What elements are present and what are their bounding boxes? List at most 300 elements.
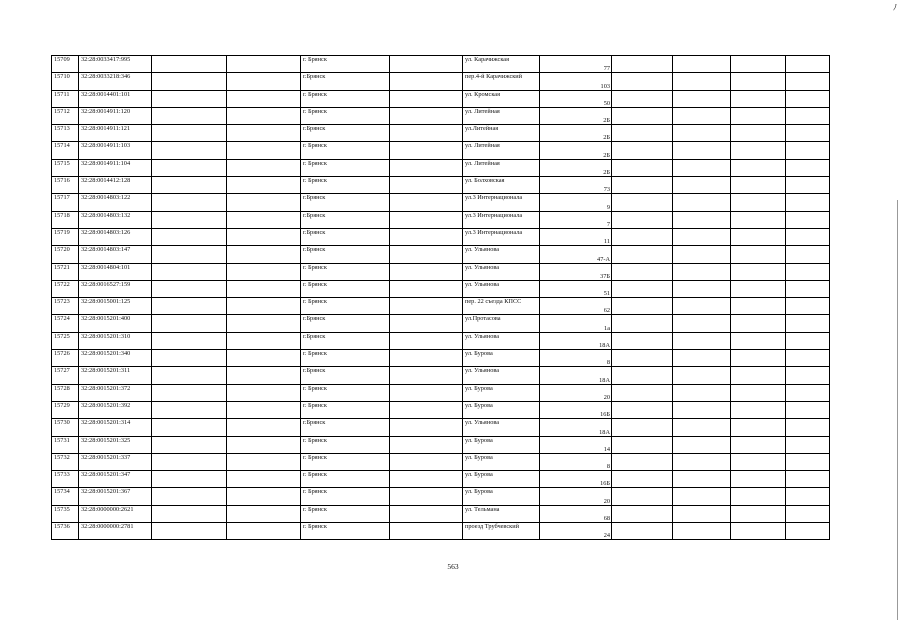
empty-cell [786, 125, 830, 142]
table-row [52, 142, 830, 159]
city-cell: г. Брянск [301, 107, 390, 124]
empty-cell [390, 315, 463, 332]
empty-cell [227, 177, 301, 194]
house-number: 18А [540, 332, 612, 349]
table-row [52, 90, 830, 107]
row-number: 15724 [52, 315, 79, 332]
street-cell: ул.Протасова [463, 315, 540, 332]
empty-cell [673, 246, 731, 263]
city-cell: г.Брянск [301, 125, 390, 142]
empty-cell [152, 488, 227, 505]
empty-cell [152, 505, 227, 522]
row-number: 15728 [52, 384, 79, 401]
row-number: 15713 [52, 125, 79, 142]
empty-cell [786, 73, 830, 90]
table-row [52, 298, 830, 315]
empty-cell [152, 298, 227, 315]
empty-cell [227, 246, 301, 263]
house-number: 103 [540, 73, 612, 90]
empty-cell [731, 107, 786, 124]
empty-cell [731, 436, 786, 453]
empty-cell [390, 453, 463, 470]
cadastral-number: 32:28:0015201:337 [79, 453, 152, 470]
empty-cell [731, 125, 786, 142]
empty-cell [152, 263, 227, 280]
empty-cell [673, 419, 731, 436]
empty-cell [390, 350, 463, 367]
cadastral-number: 32:28:0014401:101 [79, 90, 152, 107]
house-number: 18А [540, 367, 612, 384]
empty-cell [786, 384, 830, 401]
street-cell: ул. Бурова [463, 350, 540, 367]
registry-rows [52, 56, 830, 540]
empty-cell [673, 315, 731, 332]
empty-cell [731, 263, 786, 280]
registry-table [51, 55, 830, 540]
house-number: 68 [540, 505, 612, 522]
empty-cell [152, 56, 227, 73]
empty-cell [786, 177, 830, 194]
empty-cell [390, 488, 463, 505]
empty-cell [227, 280, 301, 297]
row-number: 15735 [52, 505, 79, 522]
cadastral-number: 32:28:0014803:126 [79, 228, 152, 245]
empty-cell [612, 298, 673, 315]
empty-cell [227, 488, 301, 505]
street-cell: ул. Бурова [463, 453, 540, 470]
street-cell: ул.3 Интернационала [463, 194, 540, 211]
city-cell: г. Брянск [301, 401, 390, 418]
empty-cell [673, 177, 731, 194]
empty-cell [786, 436, 830, 453]
empty-cell [152, 194, 227, 211]
empty-cell [786, 107, 830, 124]
row-number: 15709 [52, 56, 79, 73]
empty-cell [612, 419, 673, 436]
empty-cell [786, 56, 830, 73]
empty-cell [731, 488, 786, 505]
row-number: 15727 [52, 367, 79, 384]
empty-cell [152, 211, 227, 228]
empty-cell [731, 401, 786, 418]
corner-mark: ﾉ [893, 3, 897, 12]
empty-cell [152, 419, 227, 436]
city-cell: г.Брянск [301, 194, 390, 211]
empty-cell [673, 332, 731, 349]
house-number: 77 [540, 56, 612, 73]
empty-cell [731, 211, 786, 228]
empty-cell [227, 367, 301, 384]
empty-cell [731, 367, 786, 384]
city-cell: г. Брянск [301, 350, 390, 367]
table-row [52, 523, 830, 540]
empty-cell [673, 142, 731, 159]
street-cell: ул. Кромская [463, 90, 540, 107]
cadastral-number: 32:28:0015201:392 [79, 401, 152, 418]
house-number: 16Б [540, 471, 612, 488]
city-cell: г.Брянск [301, 73, 390, 90]
city-cell: г. Брянск [301, 505, 390, 522]
empty-cell [612, 228, 673, 245]
row-number: 15716 [52, 177, 79, 194]
empty-cell [612, 367, 673, 384]
empty-cell [731, 142, 786, 159]
empty-cell [786, 419, 830, 436]
empty-cell [152, 73, 227, 90]
house-number: 51 [540, 280, 612, 297]
street-cell: ул. Литейная [463, 159, 540, 176]
cadastral-number: 32:28:0015201:347 [79, 471, 152, 488]
empty-cell [673, 107, 731, 124]
empty-cell [227, 419, 301, 436]
street-cell: ул. Литейная [463, 107, 540, 124]
house-number: 62 [540, 298, 612, 315]
cadastral-number: 32:28:0014804:101 [79, 263, 152, 280]
city-cell: г. Брянск [301, 471, 390, 488]
empty-cell [390, 125, 463, 142]
empty-cell [152, 315, 227, 332]
city-cell: г.Брянск [301, 315, 390, 332]
house-number: 2Б [540, 107, 612, 124]
empty-cell [673, 159, 731, 176]
cadastral-number: 32:28:0015201:311 [79, 367, 152, 384]
empty-cell [612, 263, 673, 280]
empty-cell [390, 401, 463, 418]
row-number: 15732 [52, 453, 79, 470]
cadastral-number: 32:28:0015201:340 [79, 350, 152, 367]
empty-cell [390, 159, 463, 176]
street-cell: ул. Болховская [463, 177, 540, 194]
empty-cell [390, 228, 463, 245]
city-cell: г. Брянск [301, 298, 390, 315]
empty-cell [390, 436, 463, 453]
street-cell: ул. Бурова [463, 471, 540, 488]
row-number: 15734 [52, 488, 79, 505]
empty-cell [390, 523, 463, 540]
empty-cell [731, 159, 786, 176]
empty-cell [731, 384, 786, 401]
empty-cell [731, 228, 786, 245]
row-number: 15711 [52, 90, 79, 107]
empty-cell [786, 471, 830, 488]
empty-cell [152, 471, 227, 488]
empty-cell [673, 505, 731, 522]
row-number: 15730 [52, 419, 79, 436]
empty-cell [673, 453, 731, 470]
empty-cell [673, 194, 731, 211]
empty-cell [227, 125, 301, 142]
empty-cell [152, 453, 227, 470]
empty-cell [786, 332, 830, 349]
empty-cell [731, 505, 786, 522]
empty-cell [390, 280, 463, 297]
city-cell: г. Брянск [301, 263, 390, 280]
empty-cell [152, 107, 227, 124]
table-row [52, 332, 830, 349]
empty-cell [673, 211, 731, 228]
empty-cell [152, 350, 227, 367]
row-number: 15714 [52, 142, 79, 159]
empty-cell [786, 315, 830, 332]
cadastral-number: 32:28:0033417:995 [79, 56, 152, 73]
empty-cell [786, 505, 830, 522]
empty-cell [612, 471, 673, 488]
empty-cell [227, 332, 301, 349]
empty-cell [152, 90, 227, 107]
street-cell: ул. Бурова [463, 384, 540, 401]
empty-cell [612, 384, 673, 401]
empty-cell [786, 523, 830, 540]
row-number: 15715 [52, 159, 79, 176]
row-number: 15710 [52, 73, 79, 90]
table-row [52, 280, 830, 297]
empty-cell [731, 523, 786, 540]
empty-cell [390, 73, 463, 90]
street-cell: ул. Ульянова [463, 419, 540, 436]
empty-cell [731, 246, 786, 263]
house-number: 20 [540, 488, 612, 505]
cadastral-number: 32:28:0015201:372 [79, 384, 152, 401]
empty-cell [227, 90, 301, 107]
city-cell: г. Брянск [301, 159, 390, 176]
empty-cell [227, 107, 301, 124]
cadastral-number: 32:28:0014803:147 [79, 246, 152, 263]
table-row [52, 419, 830, 436]
empty-cell [673, 488, 731, 505]
empty-cell [673, 367, 731, 384]
empty-cell [390, 332, 463, 349]
house-number: 2Б [540, 159, 612, 176]
empty-cell [612, 142, 673, 159]
house-number: 20 [540, 384, 612, 401]
house-number: 2Б [540, 142, 612, 159]
table-row [52, 263, 830, 280]
empty-cell [612, 505, 673, 522]
empty-cell [227, 73, 301, 90]
cadastral-number: 32:28:0014412:128 [79, 177, 152, 194]
city-cell: г. Брянск [301, 177, 390, 194]
empty-cell [227, 401, 301, 418]
empty-cell [612, 488, 673, 505]
street-cell: ул.3 Интернационала [463, 211, 540, 228]
page-number: 563 [447, 562, 459, 571]
empty-cell [612, 315, 673, 332]
city-cell: г. Брянск [301, 384, 390, 401]
cadastral-number: 32:28:0016527:159 [79, 280, 152, 297]
empty-cell [786, 263, 830, 280]
table-row [52, 56, 830, 73]
empty-cell [673, 56, 731, 73]
empty-cell [731, 332, 786, 349]
city-cell: г.Брянск [301, 367, 390, 384]
street-cell: ул.3 Интернационала [463, 228, 540, 245]
table-row [52, 159, 830, 176]
empty-cell [612, 436, 673, 453]
row-number: 15712 [52, 107, 79, 124]
street-cell: пер.4-й Карачижский [463, 73, 540, 90]
cadastral-number: 32:28:0014803:122 [79, 194, 152, 211]
table-row [52, 350, 830, 367]
empty-cell [731, 315, 786, 332]
empty-cell [673, 280, 731, 297]
empty-cell [612, 280, 673, 297]
row-number: 15726 [52, 350, 79, 367]
empty-cell [390, 246, 463, 263]
table-row [52, 384, 830, 401]
empty-cell [673, 263, 731, 280]
empty-cell [390, 419, 463, 436]
empty-cell [227, 436, 301, 453]
empty-cell [786, 228, 830, 245]
street-cell: ул. Бурова [463, 436, 540, 453]
table-row [52, 177, 830, 194]
city-cell: г. Брянск [301, 488, 390, 505]
empty-cell [152, 228, 227, 245]
house-number: 16Б [540, 401, 612, 418]
empty-cell [227, 453, 301, 470]
empty-cell [390, 194, 463, 211]
empty-cell [731, 419, 786, 436]
street-cell: ул. Бурова [463, 488, 540, 505]
empty-cell [390, 56, 463, 73]
city-cell: г. Брянск [301, 56, 390, 73]
row-number: 15731 [52, 436, 79, 453]
cadastral-number: 32:28:0014911:103 [79, 142, 152, 159]
city-cell: г.Брянск [301, 228, 390, 245]
empty-cell [390, 367, 463, 384]
house-number: 8 [540, 350, 612, 367]
row-number: 15725 [52, 332, 79, 349]
street-cell: пер. 22 съезда КПСС [463, 298, 540, 315]
empty-cell [731, 471, 786, 488]
house-number: 2Б [540, 125, 612, 142]
empty-cell [152, 523, 227, 540]
table-row [52, 315, 830, 332]
empty-cell [731, 56, 786, 73]
empty-cell [227, 505, 301, 522]
street-cell: ул. Ульянова [463, 246, 540, 263]
table-row [52, 471, 830, 488]
empty-cell [786, 246, 830, 263]
cadastral-number: 32:28:0015201:310 [79, 332, 152, 349]
empty-cell [227, 523, 301, 540]
city-cell: г. Брянск [301, 523, 390, 540]
empty-cell [227, 228, 301, 245]
table-row [52, 367, 830, 384]
street-cell: ул. Ульянова [463, 332, 540, 349]
row-number: 15720 [52, 246, 79, 263]
empty-cell [152, 142, 227, 159]
empty-cell [612, 211, 673, 228]
city-cell: г. Брянск [301, 90, 390, 107]
empty-cell [786, 194, 830, 211]
cadastral-number: 32:28:0000000:2621 [79, 505, 152, 522]
empty-cell [731, 298, 786, 315]
table-row [52, 401, 830, 418]
house-number: 1а [540, 315, 612, 332]
empty-cell [612, 159, 673, 176]
empty-cell [786, 211, 830, 228]
empty-cell [731, 73, 786, 90]
table-row [52, 107, 830, 124]
house-number: 18А [540, 419, 612, 436]
empty-cell [227, 384, 301, 401]
empty-cell [390, 177, 463, 194]
empty-cell [612, 523, 673, 540]
city-cell: г.Брянск [301, 419, 390, 436]
empty-cell [152, 125, 227, 142]
empty-cell [731, 177, 786, 194]
page-edge-line [897, 200, 898, 620]
empty-cell [152, 436, 227, 453]
empty-cell [612, 401, 673, 418]
empty-cell [612, 73, 673, 90]
empty-cell [673, 523, 731, 540]
table-row [52, 228, 830, 245]
row-number: 15721 [52, 263, 79, 280]
empty-cell [227, 211, 301, 228]
table-row [52, 194, 830, 211]
table-row [52, 211, 830, 228]
empty-cell [731, 280, 786, 297]
empty-cell [612, 453, 673, 470]
cadastral-number: 32:28:0014911:104 [79, 159, 152, 176]
house-number: 47-А [540, 246, 612, 263]
house-number: 37Б [540, 263, 612, 280]
empty-cell [152, 280, 227, 297]
city-cell: г.Брянск [301, 211, 390, 228]
house-number: 14 [540, 436, 612, 453]
city-cell: г.Брянск [301, 246, 390, 263]
empty-cell [731, 194, 786, 211]
street-cell: ул. Ульянова [463, 367, 540, 384]
empty-cell [227, 56, 301, 73]
house-number: 50 [540, 90, 612, 107]
empty-cell [612, 56, 673, 73]
empty-cell [612, 246, 673, 263]
row-number: 15719 [52, 228, 79, 245]
empty-cell [673, 384, 731, 401]
empty-cell [786, 298, 830, 315]
empty-cell [786, 280, 830, 297]
table-row [52, 73, 830, 90]
street-cell: ул. Ульянова [463, 280, 540, 297]
table-row [52, 453, 830, 470]
empty-cell [673, 350, 731, 367]
city-cell: г. Брянск [301, 436, 390, 453]
cadastral-number: 32:28:0000000:2781 [79, 523, 152, 540]
cadastral-number: 32:28:0015201:367 [79, 488, 152, 505]
empty-cell [612, 332, 673, 349]
cadastral-number: 32:28:0015001:125 [79, 298, 152, 315]
empty-cell [152, 332, 227, 349]
row-number: 15722 [52, 280, 79, 297]
table-row [52, 505, 830, 522]
row-number: 15736 [52, 523, 79, 540]
row-number: 15718 [52, 211, 79, 228]
empty-cell [152, 177, 227, 194]
empty-cell [390, 142, 463, 159]
street-cell: ул. Бурова [463, 401, 540, 418]
empty-cell [152, 159, 227, 176]
house-number: 73 [540, 177, 612, 194]
row-number: 15723 [52, 298, 79, 315]
street-cell: ул. Тельмана [463, 505, 540, 522]
empty-cell [731, 90, 786, 107]
empty-cell [786, 453, 830, 470]
empty-cell [390, 263, 463, 280]
empty-cell [612, 90, 673, 107]
